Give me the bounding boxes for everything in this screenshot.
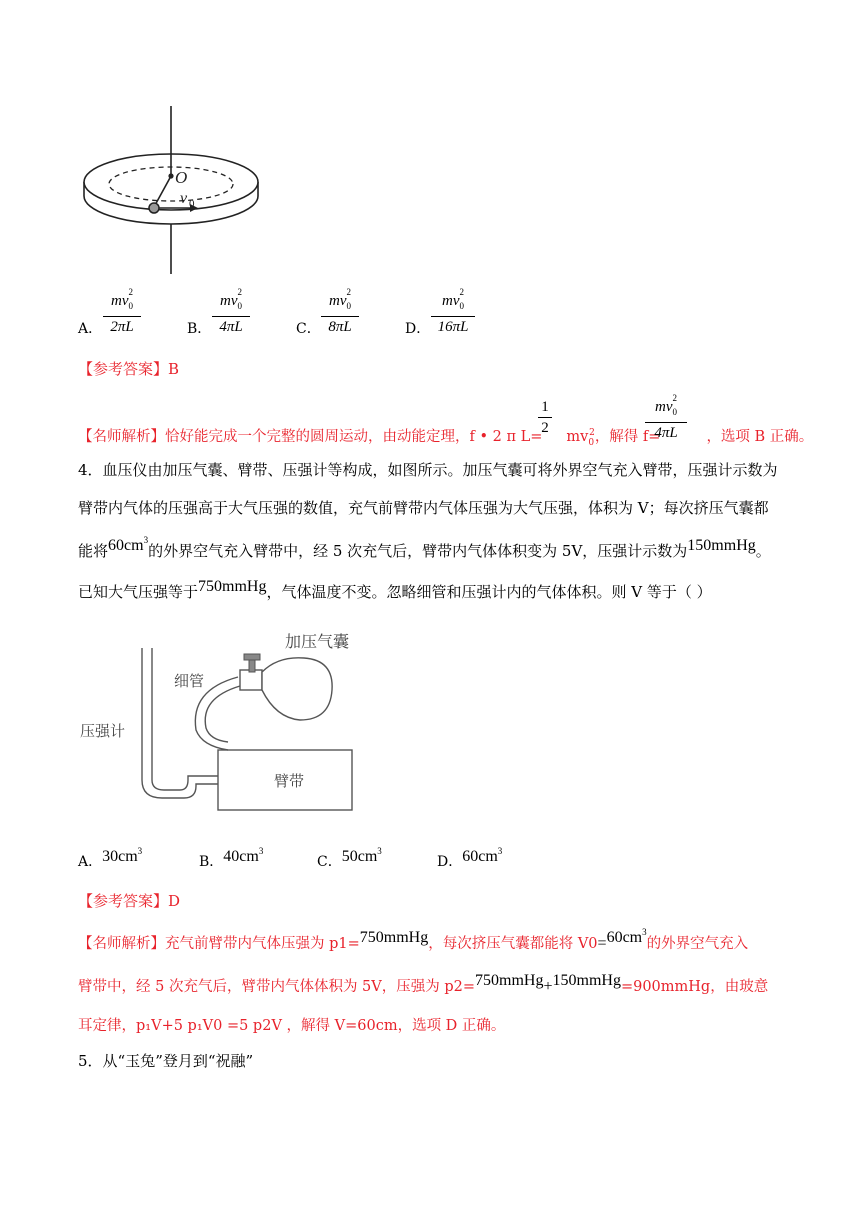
tube-label: 细管 [174, 672, 205, 690]
blood-pressure-figure [78, 620, 378, 820]
option-d-letter: D． [405, 321, 431, 337]
option-c-letter: C． [296, 321, 321, 337]
bulb-label: 加压气囊 [285, 632, 350, 651]
q5-stem: 5．从“玉兔”登月到“祝融” [78, 1052, 254, 1070]
q4-option-c: C．$50cm^3$ [317, 846, 382, 870]
gauge-label: 压强计 [80, 722, 126, 740]
q4-option-d: D．$60cm^3$ [437, 846, 503, 870]
f-fraction: mv 2 $_0$ 4πL [645, 398, 687, 442]
analysis-lead: 【名师解析】 [78, 429, 165, 445]
q3-analysis-line: 【名师解析】恰好能完成一个完整的圆周运动，由动能定理，f • 2 π $L= mv_0^2$，解得 f= ，选项 B 正确。 [78, 428, 814, 448]
option-a-fraction: mv 2 $_0$ 2πL [103, 292, 141, 336]
q4-option-b: B．$40cm^3$ [199, 846, 264, 870]
origin-label: O [175, 168, 188, 187]
cuff-label: 臂带 [274, 772, 305, 790]
velocity-label: v [180, 190, 188, 207]
half-fraction: 1 2 [538, 398, 552, 437]
turntable-figure [78, 106, 268, 278]
option-b-fraction: mv 2 $_0$ 4πL [212, 292, 250, 336]
q3-answer: 【参考答案】B [78, 360, 180, 378]
q4-answer: 【参考答案】D [78, 892, 181, 910]
option-d-fraction: mv 2 $_0$ 16πL [431, 292, 475, 336]
option-b-letter: B． [187, 321, 212, 337]
option-a-letter: A． [78, 321, 103, 337]
option-c-fraction: mv 2 $_0$ 8πL [321, 292, 359, 336]
velocity-subscript: 0 [189, 198, 195, 210]
analysis-lead: 【名师解析】 [78, 936, 165, 952]
q4-option-a: A．$30cm^3$ [78, 846, 143, 870]
